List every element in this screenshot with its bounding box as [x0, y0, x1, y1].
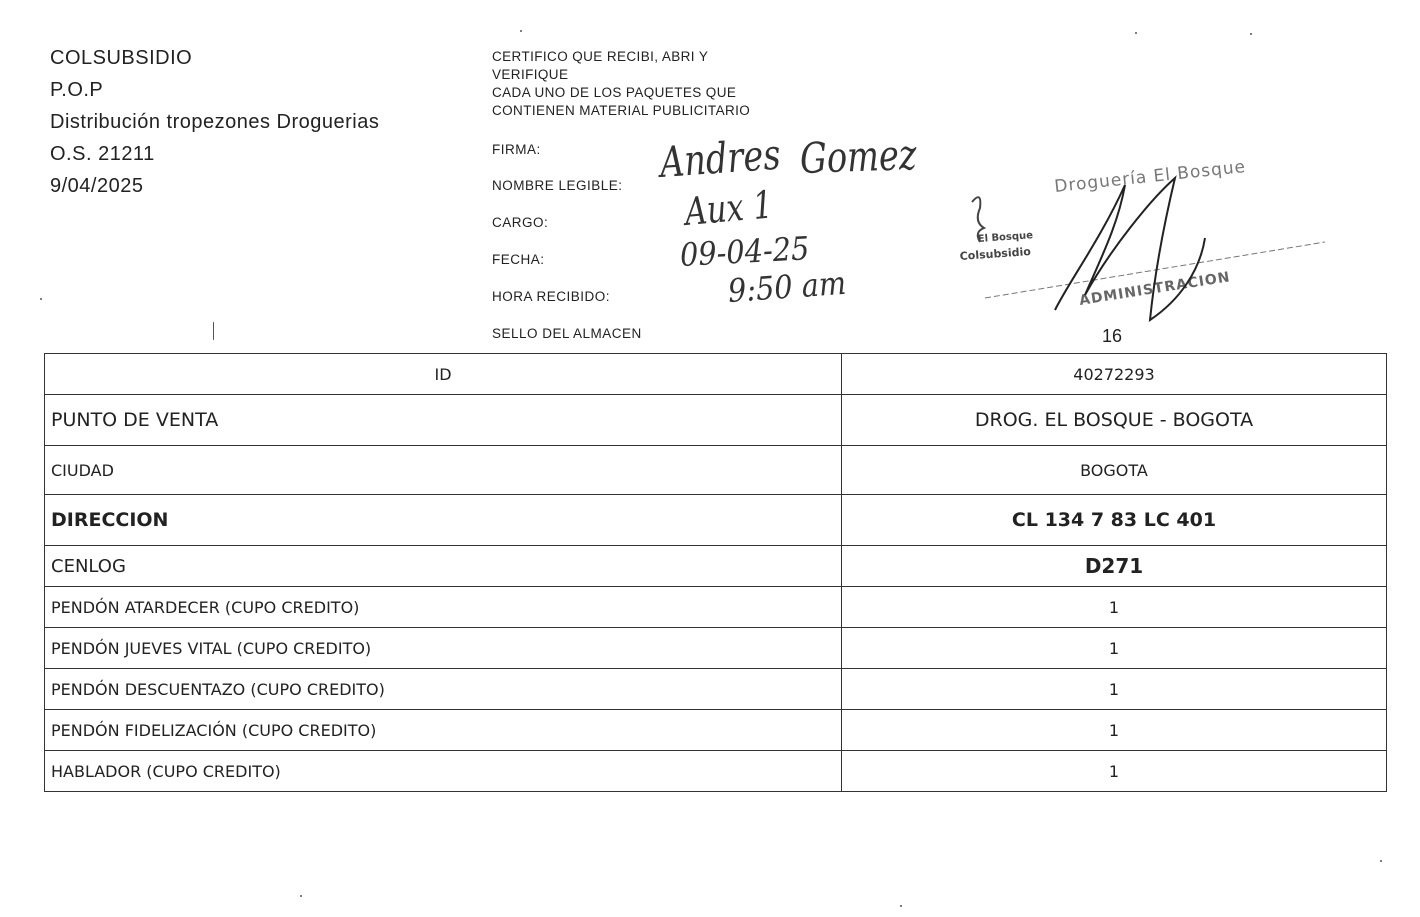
- row-value: 1: [842, 628, 1387, 669]
- row-label: PENDÓN FIDELIZACIÓN (CUPO CREDITO): [45, 710, 842, 751]
- row-label: CENLOG: [45, 546, 842, 587]
- stamp-left-line1: El Bosque: [977, 230, 1034, 245]
- delivery-table: [44, 353, 1387, 792]
- table-row: [45, 546, 1387, 587]
- table-row: [45, 354, 1387, 395]
- document-header: [50, 42, 379, 202]
- table-row: [45, 710, 1387, 751]
- cargo-label: CARGO:: [492, 215, 549, 230]
- row-value: 1: [842, 710, 1387, 751]
- cert-line: CADA UNO DE LOS PAQUETES QUE: [492, 85, 737, 100]
- table-row: [45, 587, 1387, 628]
- firma-label: FIRMA:: [492, 142, 541, 157]
- organization-name: COLSUBSIDIO: [50, 47, 193, 69]
- page-number: 16: [1102, 326, 1123, 346]
- scan-speck: [520, 30, 522, 32]
- table-row: [45, 751, 1387, 792]
- store-stamp: [950, 130, 1330, 330]
- row-value: 1: [842, 751, 1387, 792]
- scan-speck: [1250, 33, 1252, 35]
- row-label: PUNTO DE VENTA: [45, 395, 842, 446]
- scan-speck: [1135, 32, 1137, 34]
- stamp-title: Droguería El Bosque: [1053, 156, 1247, 197]
- service-order: O.S. 21211: [50, 143, 155, 165]
- handwritten-hora: 9:50 am: [726, 263, 848, 310]
- row-value: D271: [842, 546, 1387, 587]
- certification-text: [492, 48, 750, 120]
- row-label: PENDÓN DESCUENTAZO (CUPO CREDITO): [45, 669, 842, 710]
- table-row: [45, 395, 1387, 446]
- row-value: BOGOTA: [842, 446, 1387, 495]
- table-row: [45, 669, 1387, 710]
- row-label: PENDÓN ATARDECER (CUPO CREDITO): [45, 587, 842, 628]
- table-row: [45, 446, 1387, 495]
- distribution-description: Distribución tropezones Droguerias: [50, 111, 380, 133]
- row-label: CIUDAD: [45, 446, 842, 495]
- scan-speck: [40, 298, 42, 300]
- pop-label: P.O.P: [50, 79, 104, 101]
- row-value: 1: [842, 587, 1387, 628]
- handwritten-last-name: Gomez: [799, 129, 918, 183]
- scan-speck: [1380, 860, 1382, 862]
- nombre-legible-label: NOMBRE LEGIBLE:: [492, 178, 623, 193]
- handwritten-first-name: Andres: [658, 129, 783, 187]
- hora-recibido-label: HORA RECIBIDO:: [492, 289, 611, 304]
- row-value: 1: [842, 669, 1387, 710]
- scan-speck: [213, 322, 214, 340]
- row-label: DIRECCION: [45, 495, 842, 546]
- table-row: [45, 495, 1387, 546]
- row-value: CL 134 7 83 LC 401: [842, 495, 1387, 546]
- cert-line: VERIFIQUE: [492, 67, 569, 82]
- row-label: PENDÓN JUEVES VITAL (CUPO CREDITO): [45, 628, 842, 669]
- handwritten-fecha: 09-04-25: [679, 229, 811, 274]
- table-row: [45, 628, 1387, 669]
- row-label: HABLADOR (CUPO CREDITO): [45, 751, 842, 792]
- row-label: ID: [45, 354, 842, 395]
- row-value: 40272293: [842, 354, 1387, 395]
- scan-speck: [900, 905, 902, 907]
- fecha-label: FECHA:: [492, 252, 545, 267]
- cert-line: CERTIFICO QUE RECIBI, ABRI Y: [492, 49, 709, 64]
- handwritten-cargo: Aux 1: [683, 182, 775, 234]
- document-date: 9/04/2025: [50, 175, 144, 197]
- stamp-left-line2: Colsubsidio: [959, 245, 1032, 263]
- scan-speck: [300, 895, 302, 897]
- cert-line: CONTIENEN MATERIAL PUBLICITARIO: [492, 103, 751, 118]
- row-value: DROG. EL BOSQUE - BOGOTA: [842, 395, 1387, 446]
- sello-almacen-label: SELLO DEL ALMACEN: [492, 326, 642, 341]
- stamp-bottom-text: ADMINISTRACION: [1078, 269, 1232, 309]
